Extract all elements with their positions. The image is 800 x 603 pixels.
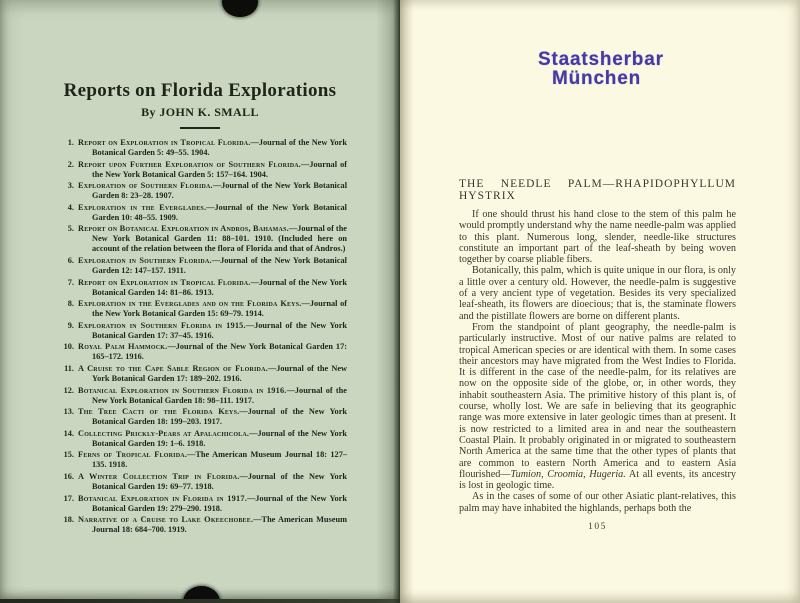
reference-citation: —Journal of the New York Botanical Garden 10: 48–55. 1909. bbox=[92, 202, 347, 222]
reference-item bbox=[62, 278, 347, 298]
reference-citation: —The American Museum Journal 18: 684–700. 1919. bbox=[92, 515, 347, 535]
reference-citation: —Journal of the New York Botanical Garden 17: 37–45. 1916. bbox=[92, 320, 348, 340]
reference-item bbox=[62, 407, 347, 427]
body-paragraph-2: Botanically, this palm, which is quite unique in our flora, is only a little over a century old. However, the needle-palm is suggestive of a very ancient type of vegetation. Besides its very specialized leaf-sheath, its flowers are dioecious; that is, the staminate flowers and the pistillate flowers are borne on different plants. bbox=[459, 265, 736, 322]
reference-citation: —Journal of the New York Botanical Garden 19: 1–6. 1918. bbox=[92, 428, 348, 448]
reference-title: Exploration of Southern Florida. bbox=[78, 181, 213, 191]
reference-item bbox=[62, 299, 347, 319]
reference-number: 13. bbox=[63, 407, 74, 417]
reference-title: Royal Palm Hammock. bbox=[78, 342, 168, 352]
title-rule bbox=[180, 127, 220, 129]
reference-number: 15. bbox=[63, 450, 74, 460]
reference-number: 8. bbox=[67, 299, 74, 309]
reference-item bbox=[62, 364, 347, 384]
stamp-line-1: Staatsherbar bbox=[538, 49, 664, 70]
page-body bbox=[459, 178, 736, 532]
reference-citation: —Journal of the New York Botanical Garden 18: 98–111. 1917. bbox=[92, 385, 347, 405]
body-paragraph-4: As in the cases of some of our other Asiatic plant-relatives, this palm may have inhabited the highlands, perhaps both the bbox=[459, 491, 736, 514]
right-page bbox=[400, 0, 800, 603]
reference-title: Collecting Prickly-Pears at Apalachicola. bbox=[78, 428, 250, 438]
reference-citation: —Journal of the New York Botanical Garden 5: 157–164. 1904. bbox=[92, 159, 347, 179]
page-number: 105 bbox=[588, 522, 607, 533]
reference-item bbox=[62, 256, 347, 276]
reference-item bbox=[62, 224, 347, 254]
reference-item bbox=[62, 138, 347, 158]
reference-citation: —Journal of the New York Botanical Garden 12: 147–157. 1911. bbox=[92, 255, 347, 275]
reference-number: 14. bbox=[63, 428, 74, 438]
reference-number: 16. bbox=[63, 471, 74, 481]
reference-title: Report on Botanical Exploration in Andros, Bahamas. bbox=[78, 224, 289, 234]
mount-dot-top-icon bbox=[222, 0, 258, 17]
reference-citation: —Journal of the New York Botanical Garden 17: 189–202. 1916. bbox=[92, 363, 347, 383]
reference-number: 6. bbox=[67, 255, 74, 265]
reference-citation: —The American Museum Journal 18: 127–135. 1918. bbox=[92, 450, 347, 470]
reference-title: Botanical Exploration in Southern Florida in 1916. bbox=[78, 385, 287, 395]
reference-title: Exploration in the Everglades. bbox=[78, 202, 207, 212]
byline: By JOHN K. SMALL bbox=[141, 105, 259, 119]
reference-citation: —Journal of the New York Botanical Garden 19: 279–290. 1918. bbox=[92, 493, 347, 513]
reference-title: Exploration in Southern Florida. bbox=[78, 255, 212, 265]
reference-title: Report on Exploration in Tropical Florida. bbox=[78, 138, 251, 147]
reference-item bbox=[62, 472, 347, 492]
reference-item bbox=[62, 450, 347, 470]
reference-item bbox=[62, 515, 347, 535]
reference-citation: —Journal of the New York Botanical Garden 19: 69–77. 1918. bbox=[92, 471, 347, 491]
reference-item bbox=[62, 203, 347, 223]
reference-title: Report on Exploration in Tropical Florida. bbox=[78, 277, 251, 287]
reference-number: 12. bbox=[63, 385, 74, 395]
reference-citation: —Journal of the New York Botanical Garden 8: 23–28. 1907. bbox=[92, 181, 348, 201]
chapter-heading: THE NEEDLE PALM—RHAPIDOPHYLLUM HYSTRIX bbox=[459, 178, 736, 202]
stamp-line-2: München bbox=[552, 68, 641, 89]
reference-citation: —Journal of the New York Botanical Garden 15: 69–79. 1914. bbox=[92, 299, 347, 319]
body-paragraph-1: If one should thrust his hand close to the stem of this palm he would promptly understand why the name needle-palm was applied to this plant. Numerous long, slender, needle-like structures constitute an important part of the leaf-sheath by being woven together by coarse pliable fibers. bbox=[459, 209, 736, 266]
reference-number: 17. bbox=[63, 493, 74, 503]
library-stamp bbox=[538, 50, 664, 88]
genus-names-italic: Tumion, Croomia, Hugeria. bbox=[510, 468, 626, 480]
reference-item bbox=[62, 342, 347, 362]
reference-title: A Cruise to the Cape Sable Region of Florida. bbox=[78, 363, 268, 373]
reference-number: 18. bbox=[63, 515, 74, 525]
scan-bottom-edge bbox=[0, 599, 403, 603]
reference-number: 9. bbox=[67, 320, 74, 330]
reference-citation: —Journal of the New York Botanical Garden 14: 81–86. 1913. bbox=[92, 277, 347, 297]
body-paragraph-3 bbox=[459, 322, 736, 491]
reference-item bbox=[62, 494, 347, 514]
reference-item bbox=[62, 321, 347, 341]
reference-citation: —Journal of the New York Botanical Garden 5: 49–55. 1904. bbox=[92, 138, 347, 157]
paragraph-3-end: At all events, its ancestry is lost in geologic time. bbox=[459, 468, 736, 492]
reference-citation: —Journal of the New York Botanical Garden 17: 165–172. 1916. bbox=[92, 342, 347, 362]
reference-item bbox=[62, 386, 347, 406]
reference-list bbox=[62, 138, 347, 535]
reference-title: Report upon Further Exploration of Southern Florida. bbox=[78, 159, 302, 169]
reference-title: A Winter Collection Trip in Florida. bbox=[78, 471, 240, 481]
reference-number: 2. bbox=[67, 159, 74, 169]
reference-item bbox=[62, 181, 347, 201]
reference-title: Exploration in Southern Florida in 1915. bbox=[78, 320, 246, 330]
reference-number: 7. bbox=[67, 277, 74, 287]
reference-title: Exploration in the Everglades and on the Florida Keys. bbox=[78, 299, 302, 309]
reference-number: 5. bbox=[67, 224, 74, 234]
reference-item bbox=[62, 429, 347, 449]
reference-number: 1. bbox=[67, 138, 74, 147]
page-title: Reports on Florida Explorations bbox=[63, 80, 337, 101]
reference-number: 4. bbox=[67, 202, 74, 212]
paragraph-3-text: From the standpoint of plant geography, the needle-palm is particularly instructive. Most of our native palms are related to tropical American species or are identical with them. In some cases their ancestors may have migrated from the West Indies to Florida. It is different in the case of the needle-palm, for its relatives are now on the opposite side of the globe, or, in other words, they inhabit southeastern Asia. The primitive history of this plant is, of course, wholly lost. We are safe in believing that its geographic range was more extensive in later geologic times than at present. It is now restricted to a limited area in and near the southeastern Coastal Plain. It probably originated in or migrated to southeastern North America at the same time that the other types of plants that are common to eastern North America and to eastern Asia flourished— bbox=[459, 321, 736, 480]
reference-title: Narrative of a Cruise to Lake Okeechobee. bbox=[78, 515, 254, 525]
reference-citation: —Journal of the New York Botanical Garden 18: 199–203. 1917. bbox=[92, 407, 347, 427]
reference-item bbox=[62, 160, 347, 180]
reference-number: 3. bbox=[67, 181, 74, 191]
reference-number: 11. bbox=[64, 363, 74, 373]
reference-title: The Tree Cacti of the Florida Keys. bbox=[78, 407, 240, 417]
reference-number: 10. bbox=[63, 342, 74, 352]
reference-citation: —Journal of the New York Botanical Garden 11: 88–101. 1910. (Included here on account of the relation between the flora of Florida and that of Andros.) bbox=[92, 224, 347, 254]
reference-title: Ferns of Tropical Florida. bbox=[78, 450, 188, 460]
reference-title: Botanical Exploration in Florida in 1917. bbox=[78, 493, 247, 503]
